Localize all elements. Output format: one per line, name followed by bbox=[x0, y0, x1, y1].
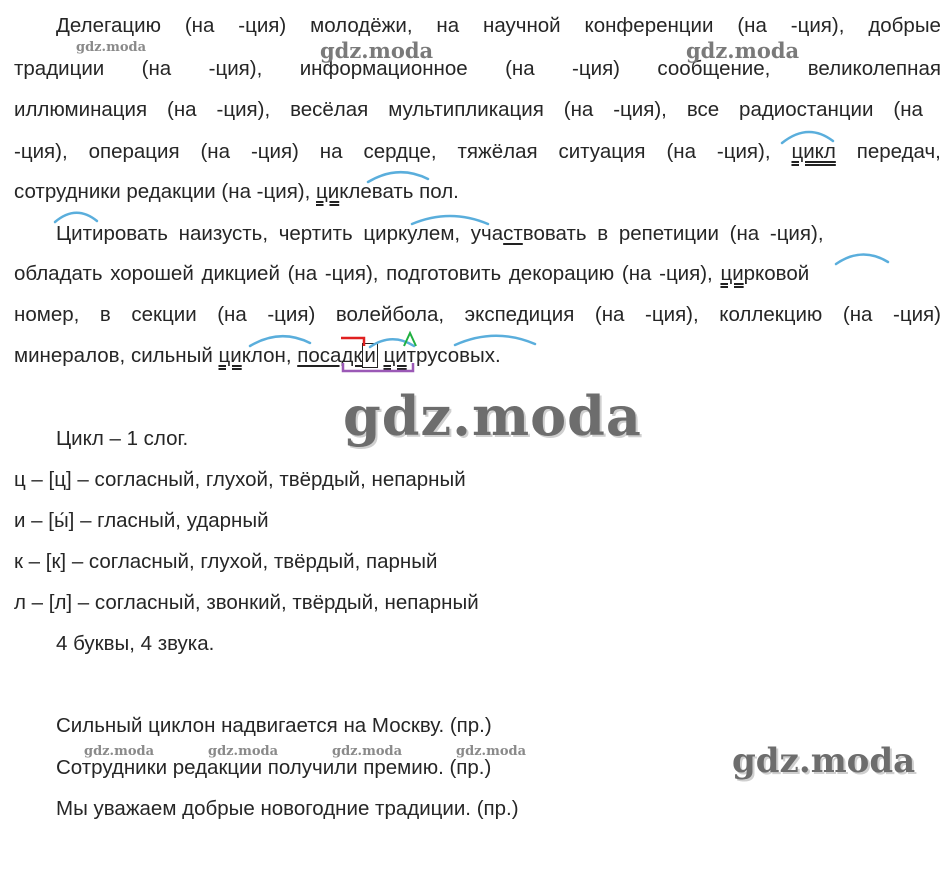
word: операция bbox=[88, 140, 180, 163]
text-run: рковой bbox=[743, 262, 810, 285]
word: ситуация bbox=[558, 140, 646, 163]
word-posadki-stem: посадк bbox=[297, 344, 363, 367]
text-run: клевать пол. bbox=[339, 180, 459, 203]
root-arc bbox=[412, 216, 488, 224]
watermark-logo: gdz.moda bbox=[84, 744, 155, 759]
root-arc bbox=[250, 336, 310, 346]
word: (на bbox=[167, 98, 197, 121]
watermark-logo: gdz.moda bbox=[732, 741, 916, 781]
underlined-ci: ци bbox=[316, 180, 340, 203]
analysis-line: к – [к] – согласный, глухой, твёрдый, парный bbox=[14, 550, 438, 573]
word: мультипликация bbox=[388, 98, 544, 121]
word: сердце, bbox=[363, 140, 437, 163]
watermark-logo: gdz.moda bbox=[76, 40, 147, 55]
analysis-title: Цикл – 1 слог. bbox=[56, 427, 189, 450]
word: молодёжи, bbox=[310, 14, 413, 37]
word: -ция) bbox=[238, 14, 287, 37]
word: (на bbox=[737, 14, 767, 37]
analysis-summary: 4 буквы, 4 звука. bbox=[56, 632, 215, 655]
word: на bbox=[436, 14, 460, 37]
analysis-line: л – [л] – согласный, звонкий, твёрдый, непарный bbox=[14, 591, 479, 614]
word: экспедиция bbox=[464, 303, 575, 326]
word: в bbox=[99, 303, 111, 326]
word: -ция) bbox=[267, 303, 316, 326]
word: -ция), bbox=[208, 57, 263, 80]
word: (на bbox=[594, 303, 625, 326]
word: номер, bbox=[14, 303, 80, 326]
text-run: вовать в репетиции (на -ция), bbox=[522, 222, 824, 245]
word: -ция), bbox=[716, 140, 771, 163]
root-arc bbox=[455, 336, 535, 345]
text-run: обладать хорошей дикцией (на -ция), подготовить декорацию (на -ция), bbox=[14, 262, 721, 285]
root-arc bbox=[368, 172, 428, 182]
word: информационное bbox=[299, 57, 468, 80]
word: (на bbox=[842, 303, 873, 326]
underlined-ci: ци bbox=[383, 344, 407, 367]
watermark-logo: gdz.moda bbox=[343, 384, 642, 448]
text-run: ци bbox=[363, 222, 387, 245]
underlined-st: ст bbox=[503, 222, 523, 245]
text-run: Ци bbox=[56, 222, 83, 245]
word: (на bbox=[666, 140, 696, 163]
root-arc bbox=[782, 132, 833, 143]
text-run: минералов, сильный bbox=[14, 344, 219, 367]
text-run: ркулем, уча bbox=[386, 222, 504, 245]
word: на bbox=[319, 140, 343, 163]
sentence: Сильный циклон надвигается на Москву. (пр.) bbox=[56, 714, 492, 737]
word: (на bbox=[893, 98, 923, 121]
word: радиостанции bbox=[739, 98, 874, 121]
word: -ция), bbox=[645, 303, 699, 326]
word: тяжёлая bbox=[457, 140, 538, 163]
word: (на bbox=[563, 98, 594, 121]
word: Делегацию bbox=[56, 14, 161, 37]
word: (на bbox=[505, 57, 535, 80]
sentence: Сотрудники редакции получили премию. (пр.) bbox=[56, 756, 492, 779]
word: традиции bbox=[14, 57, 105, 80]
text-run: клон, bbox=[241, 344, 298, 367]
watermark-logo: gdz.moda bbox=[208, 744, 279, 759]
word: волейбола, bbox=[335, 303, 445, 326]
underlined-ci: ци bbox=[218, 344, 242, 367]
watermark-logo: gdz.moda bbox=[686, 38, 800, 63]
word: (на bbox=[200, 140, 231, 163]
word: весёлая bbox=[290, 98, 369, 121]
word: научной bbox=[483, 14, 561, 37]
word: (на bbox=[217, 303, 247, 326]
word: секции bbox=[131, 303, 197, 326]
word: добрые bbox=[868, 14, 941, 37]
watermark-logo: gdz.moda bbox=[320, 38, 434, 63]
sentence: Мы уважаем добрые новогодние традиции. (пр.) bbox=[56, 797, 519, 820]
watermark-logo: gdz.moda bbox=[456, 744, 527, 759]
word: коллекцию bbox=[719, 303, 823, 326]
word: (на bbox=[184, 14, 215, 37]
word: -ция), bbox=[216, 98, 271, 121]
analysis-line: ц – [ц] – согласный, глухой, твёрдый, непарный bbox=[14, 468, 466, 491]
word: -ция) bbox=[250, 140, 299, 163]
word: (на bbox=[141, 57, 172, 80]
word: великолепная bbox=[807, 57, 941, 80]
word-posadki-ending: и bbox=[364, 344, 376, 367]
word: -ция) bbox=[572, 57, 620, 80]
underlined-ci: ци bbox=[720, 262, 744, 285]
text-run: тировать наизусть, чертить bbox=[82, 222, 364, 245]
prefix-mark bbox=[341, 338, 364, 346]
word: -ция), bbox=[14, 140, 68, 163]
word: -ция), bbox=[790, 14, 845, 37]
word-cikl: цикл bbox=[791, 140, 836, 163]
text-run: трусовых. bbox=[406, 344, 501, 367]
suffix-mark bbox=[343, 363, 413, 371]
word: -ция), bbox=[613, 98, 667, 121]
word: передач, bbox=[856, 140, 941, 163]
root-arc bbox=[55, 213, 97, 222]
word: сообщение, bbox=[657, 57, 771, 80]
word: иллюминация bbox=[14, 98, 148, 121]
word: все bbox=[686, 98, 720, 121]
word: конференции bbox=[584, 14, 714, 37]
analysis-line: и – [ы́] – гласный, ударный bbox=[14, 509, 269, 532]
root-arc bbox=[836, 254, 888, 264]
word: -ция) bbox=[893, 303, 941, 326]
text-run: сотрудники редакции (на -ция), bbox=[14, 180, 317, 203]
watermark-logo: gdz.moda bbox=[332, 744, 403, 759]
